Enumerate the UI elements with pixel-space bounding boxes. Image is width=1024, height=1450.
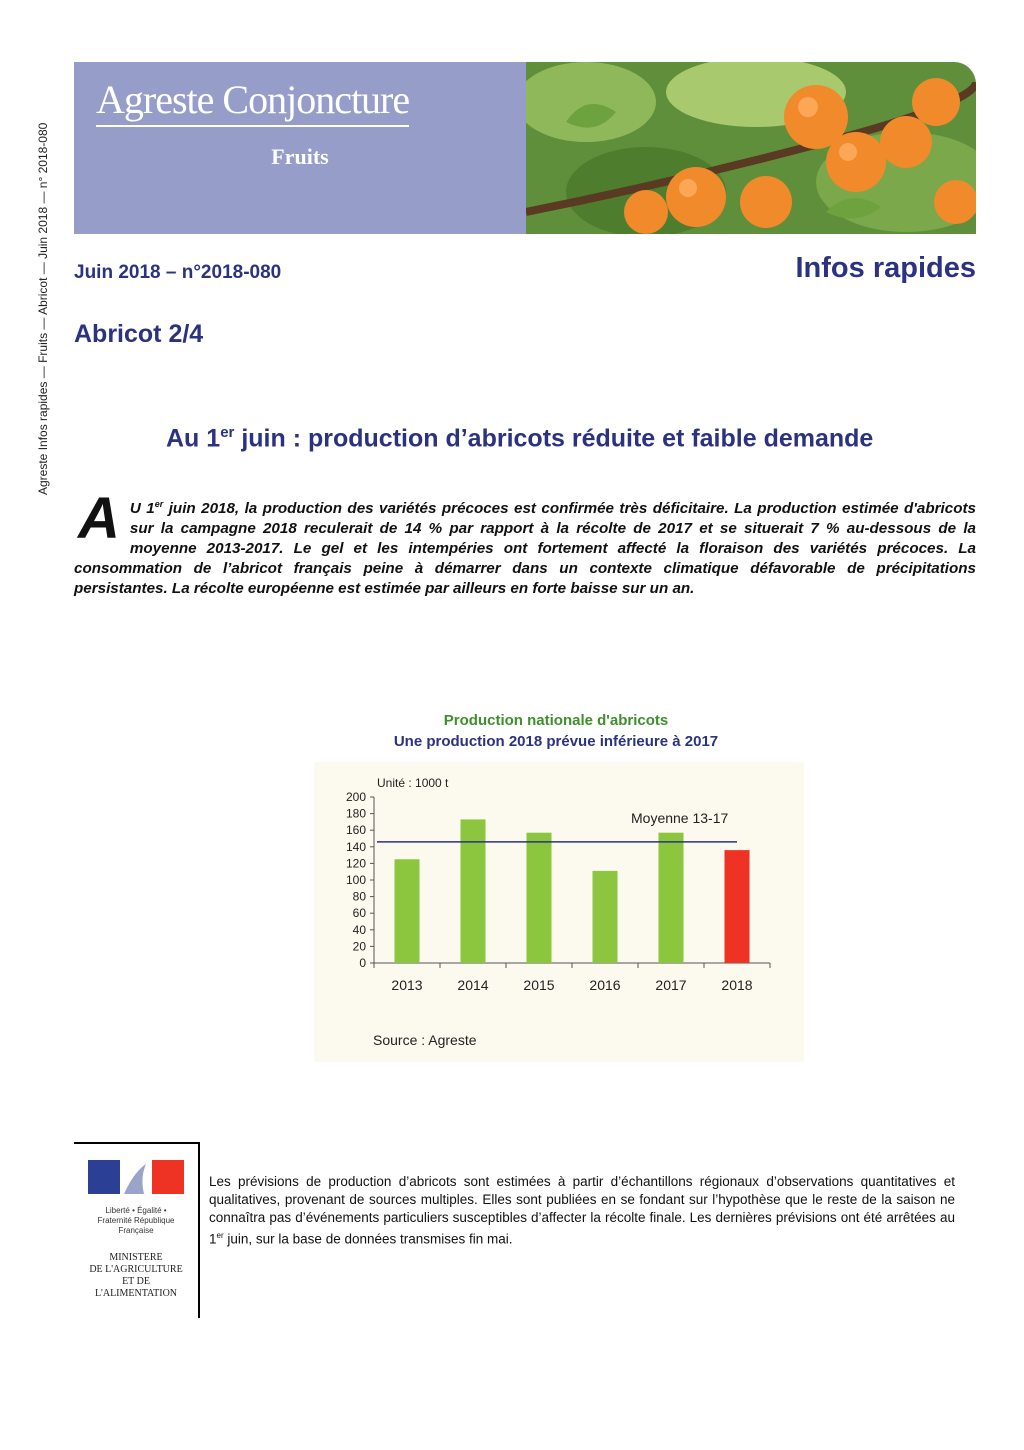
y-tick-label: 80	[352, 889, 366, 904]
ministere-line: L'ALIMENTATION	[94, 1288, 178, 1299]
bar-2014	[461, 819, 486, 963]
ministere-line: MINISTERE	[109, 1252, 163, 1263]
headline-sup: er	[220, 424, 235, 441]
headline-prefix: Au 1	[166, 424, 221, 453]
y-tick-label: 120	[345, 856, 366, 871]
product-title: Abricot 2/4	[74, 320, 204, 348]
y-tick-label: 60	[352, 906, 366, 921]
lead-part1: U 1	[129, 500, 155, 518]
y-tick-label: 180	[345, 806, 366, 821]
bar-2018	[725, 850, 750, 963]
average-line-label: Moyenne 13-17	[631, 809, 729, 826]
bar-2017	[659, 833, 684, 963]
bar-2013	[395, 859, 420, 963]
apricot-photo	[526, 62, 976, 234]
y-tick-label: 140	[345, 839, 366, 854]
side-running-text: Agreste Infos rapides — Fruits — Abricot — Juin 2018 — n° 2018-080	[36, 122, 50, 495]
ministere-line: DE L'AGRICULTURE	[89, 1264, 183, 1275]
x-tick-label: 2013	[391, 977, 423, 993]
methodology-note	[209, 1173, 955, 1249]
x-tick-label: 2018	[721, 977, 753, 993]
headline	[166, 424, 873, 453]
y-tick-label: 20	[352, 939, 366, 954]
series-label: Infos rapides	[795, 252, 976, 284]
lead-paragraph	[74, 486, 976, 599]
x-tick-label: 2015	[523, 977, 555, 993]
ministere-text	[78, 1252, 194, 1300]
y-tick-label: 0	[359, 956, 366, 970]
chart-subtitle: Une production 2018 prévue inférieure à 2017	[393, 733, 719, 750]
y-tick-label: 100	[345, 873, 366, 887]
note-part2: juin, sur la base de données transmises fin mai.	[223, 1231, 513, 1247]
y-tick-label: 200	[345, 790, 366, 804]
banner-subtitle: Fruits	[271, 144, 329, 169]
chart-title: Production nationale d'abricots	[443, 712, 669, 729]
note-sup: er	[216, 1231, 224, 1240]
banner-title-panel	[74, 62, 526, 234]
bar-2015	[527, 833, 552, 963]
y-tick-label: 160	[345, 823, 366, 838]
ministere-line: ET DE	[122, 1276, 150, 1287]
lead-sup: er	[154, 499, 164, 509]
bar-chart	[314, 762, 804, 1062]
x-tick-label: 2016	[589, 977, 621, 993]
ministry-logo	[74, 1142, 200, 1318]
header-banner	[74, 62, 976, 234]
brand-title: Agreste Conjoncture	[96, 76, 409, 127]
republique-text: Liberté • Égalité • Fraternité République Française	[97, 1206, 175, 1235]
bar-2016	[593, 871, 618, 963]
y-tick-label: 40	[352, 922, 366, 937]
chart-source: Source : Agreste	[373, 1032, 477, 1048]
chart-unit-label: Unité : 1000 t	[377, 776, 449, 790]
note-part1: Les prévisions de production d’abricots sont estimées à partir d’échantillons régionaux d’observations quantitatives et qualitatives, provenant de sources multiples. Elles sont publiées en se fondant sur l’hypothèse que le reste de la saison ne connaîtra pas d’événements particuliers susceptibles d’affecter la récolte finale. Les dernières prévisions ont été arrêtées au 1	[209, 1174, 955, 1247]
x-tick-label: 2014	[457, 977, 489, 993]
marianne-logo-icon	[74, 1144, 198, 1204]
x-tick-label: 2017	[655, 977, 687, 993]
chart-panel	[314, 762, 804, 1062]
headline-rest: juin : production d’abricots réduite et faible demande	[234, 424, 874, 453]
lead-part2: juin 2018, la production des variétés précoces est confirmée très déficitaire. La production estimée d'abricots sur la campagne 2018 reculerait de 14 % par rapport à la récolte de 2017 et se situerait 7 % au-dessous de la moyenne 2013-2017. Le gel et les intempéries ont fortement affecté la floraison des variétés précoces. La consommation de l’abricot français peine à démarrer dans un contexte climatique défavorable de précipitations persistantes. La récolte européenne est estimée par ailleurs en forte baisse sur un an.	[74, 500, 976, 598]
drop-cap: A	[78, 486, 120, 551]
issue-number: Juin 2018 – n°2018-080	[74, 262, 282, 283]
